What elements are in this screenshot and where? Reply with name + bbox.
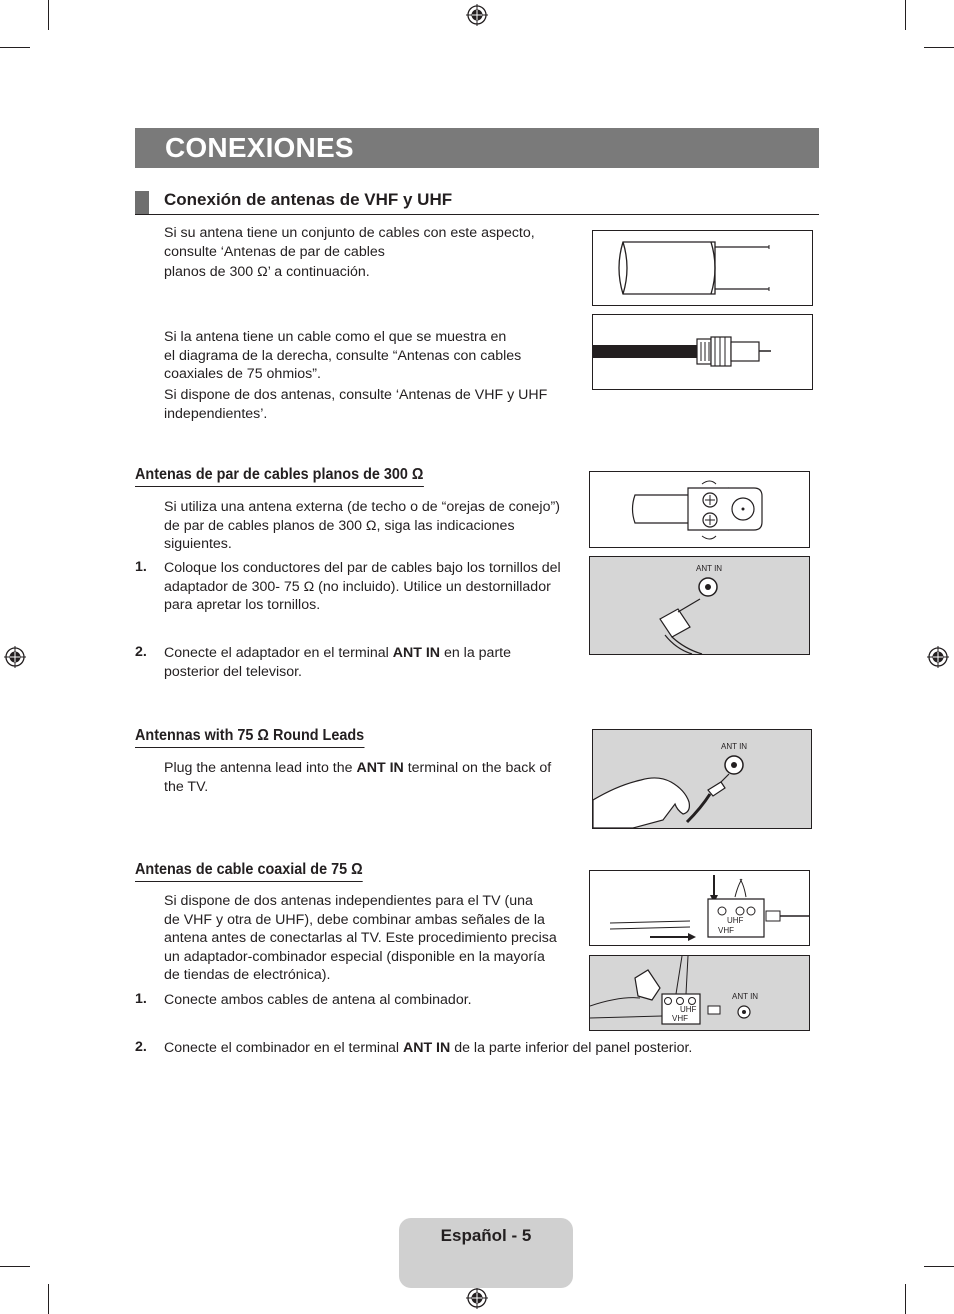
coaxial-intro: Si dispone de dos antenas independientes para el TV (una de VHF y otra de UHF), debe combinar ambas señales de la antena antes de conectarlas al TV. Este procedimiento precisa un adaptador-combinador especial (disponible en la mayoría de tiendas de electrónica). — [164, 893, 557, 984]
registration-mark-icon — [466, 4, 488, 26]
adapter-screws-figure — [589, 471, 810, 548]
step-number: 1. — [135, 559, 147, 575]
uhf-label: UHF — [680, 1005, 697, 1014]
twin-lead-cable-figure — [592, 230, 813, 306]
crop-mark-icon — [0, 1266, 30, 1267]
intro-paragraph-3: Si dispone de dos antenas, consulte ‘Antenas de VHF y UHF independientes’. — [164, 387, 548, 422]
intro-paragraph-2: Si la antena tiene un cable como el que se muestra en el diagrama de la derecha, consulte “Antenas con cables coaxiales de 75 ohmios”. — [164, 329, 522, 383]
combiner-figure — [589, 870, 810, 946]
crop-mark-icon — [0, 47, 30, 48]
step-number: 2. — [135, 644, 147, 660]
adapter-ant-in-figure — [589, 556, 810, 655]
step-number: 1. — [135, 991, 147, 1007]
crop-mark-icon — [924, 47, 954, 48]
heading-coaxial: Antenas de cable coaxial de 75 Ω — [135, 861, 363, 882]
ant-in-label: ANT IN — [696, 564, 723, 573]
page-footer-tab — [399, 1218, 573, 1288]
round-leads-text: Plug the antenna lead into the ANT IN terminal on the back of the TV. — [164, 760, 552, 795]
vhf-label: VHF — [672, 1014, 688, 1023]
vhf-label: VHF — [718, 926, 734, 935]
crop-mark-icon — [905, 1284, 906, 1314]
heading-flat-twin-lead: Antenas de par de cables planos de 300 Ω — [135, 466, 423, 487]
hand-plug-figure — [592, 729, 812, 829]
registration-mark-icon — [4, 646, 26, 668]
flat-twin-step-2: Conecte el adaptador en el terminal ANT IN en la parte posterior del televisor. — [164, 645, 512, 680]
crop-mark-icon — [905, 0, 906, 30]
heading-round-leads: Antennas with 75 Ω Round Leads — [135, 727, 364, 748]
flat-twin-step-1: Coloque los conductores del par de cables bajo los tornillos del adaptador de 300- 75 Ω (no incluido). Utilice un destornillador para apretar los tornillos. — [164, 560, 561, 614]
section-title: Conexión de antenas de VHF y UHF — [164, 190, 453, 209]
section-divider — [135, 214, 819, 215]
section-marker — [135, 191, 149, 215]
registration-mark-icon — [927, 646, 949, 668]
intro-paragraph-1: Si su antena tiene un conjunto de cables con este aspecto, consulte ‘Antenas de par de cables planos de 300 Ω’ a continuación. — [164, 225, 535, 281]
ant-in-label: ANT IN — [732, 992, 759, 1001]
page-title-bar — [135, 128, 819, 168]
coaxial-step-1: Conecte ambos cables de antena al combinador. — [164, 992, 472, 1008]
coaxial-step-2: Conecte el combinador en el terminal ANT IN de la parte inferior del panel posterior. — [164, 1040, 693, 1056]
flat-twin-intro: Si utiliza una antena externa (de techo o de “orejas de conejo”) de par de cables planos de 300 Ω, siga las indicaciones siguientes. — [164, 499, 560, 553]
ant-in-label: ANT IN — [721, 742, 748, 751]
coaxial-cable-figure — [592, 314, 813, 390]
crop-mark-icon — [924, 1266, 954, 1267]
step-number: 2. — [135, 1039, 147, 1055]
crop-mark-icon — [48, 0, 49, 30]
crop-mark-icon — [48, 1284, 49, 1314]
registration-mark-icon — [466, 1287, 488, 1309]
page-title: CONEXIONES — [165, 132, 354, 163]
page-number-label: Español - 5 — [440, 1226, 532, 1245]
combiner-ant-in-figure — [589, 955, 810, 1031]
uhf-label: UHF — [727, 916, 744, 925]
